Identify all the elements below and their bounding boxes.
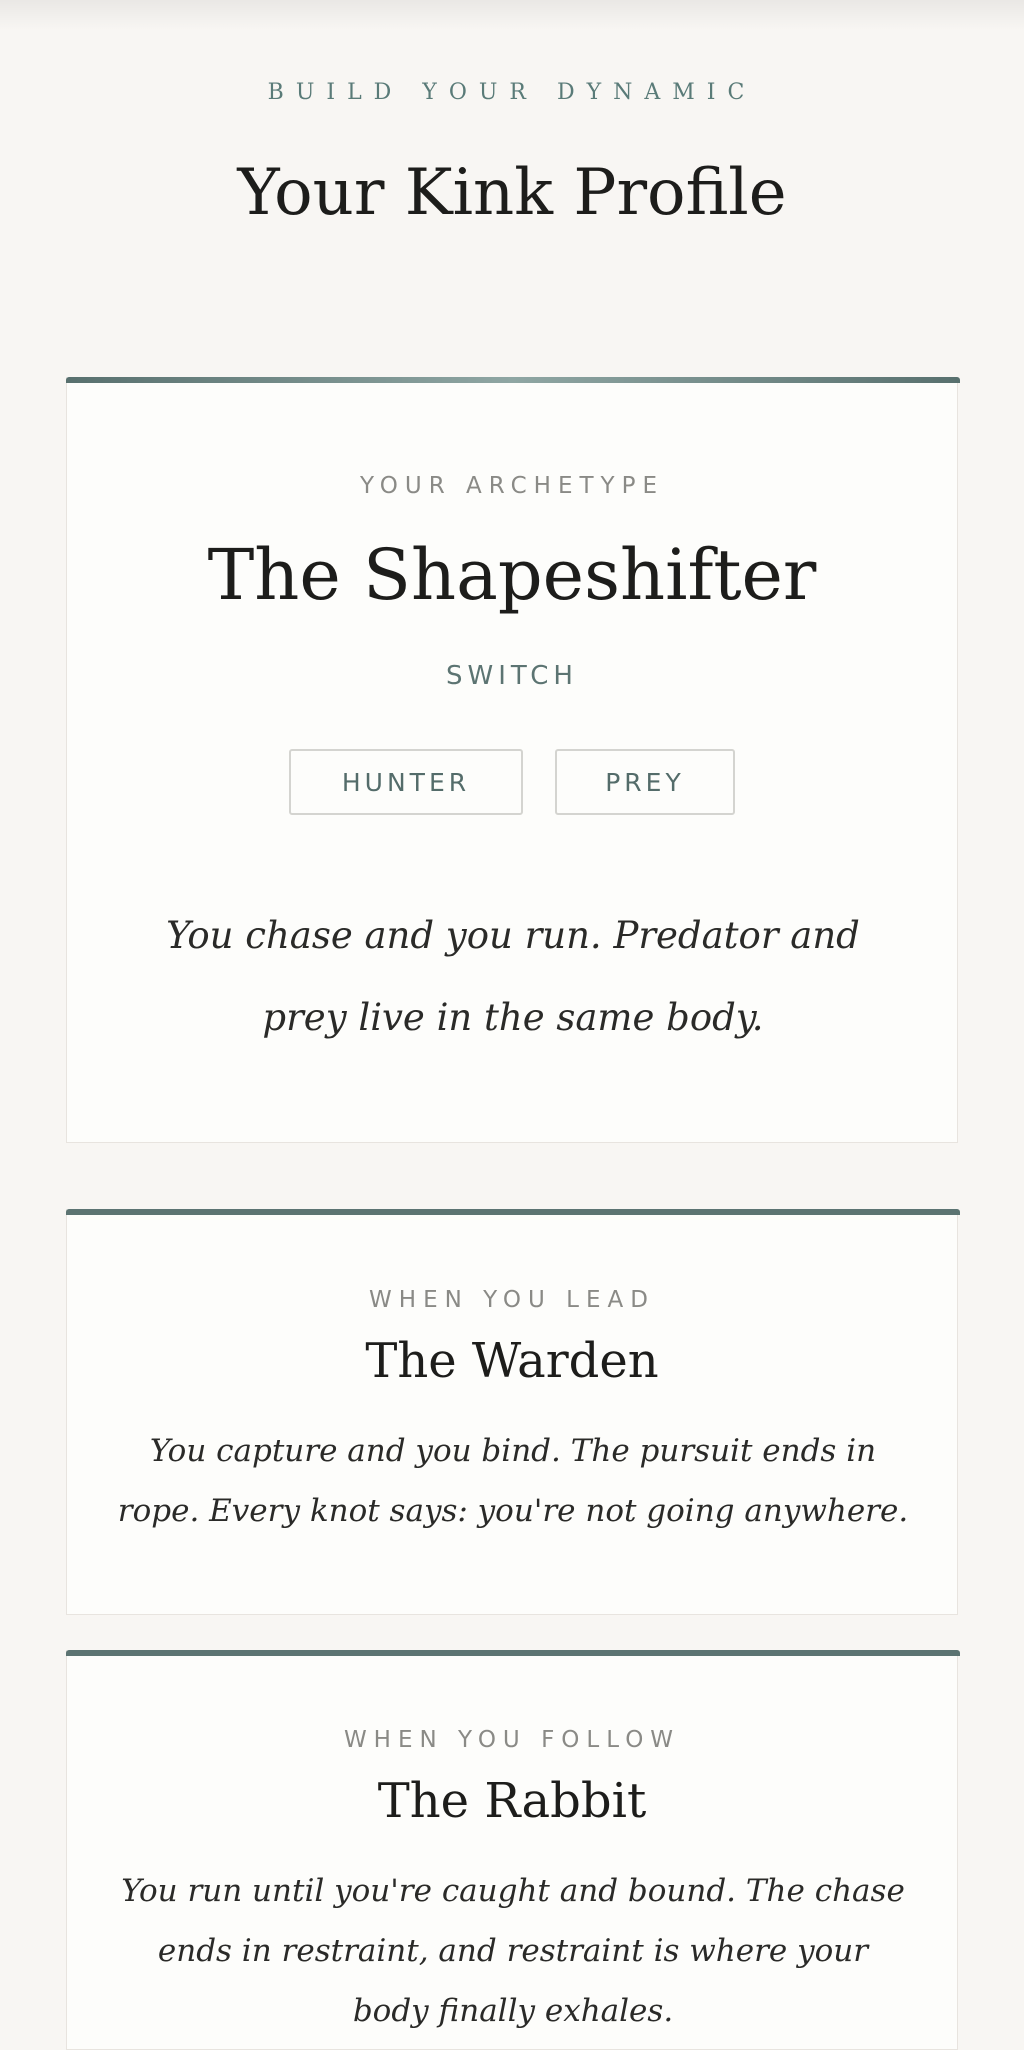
lead-card [66, 1209, 958, 1615]
archetype-tags [67, 749, 957, 815]
page-title: Your Kink Profile [237, 156, 787, 230]
archetype-role: SWITCH [446, 661, 578, 691]
follow-card [66, 1650, 958, 2050]
follow-label: WHEN YOU FOLLOW [343, 1727, 681, 1753]
tag-prey: PREY [555, 749, 735, 815]
archetype-name: The Shapeshifter [207, 534, 817, 616]
top-shadow [0, 0, 1024, 30]
page-eyebrow: BUILD YOUR DYNAMIC [267, 80, 757, 105]
lead-name: The Warden [365, 1333, 659, 1389]
follow-description: You run until you're caught and bound. The chase ends in restraint, and restraint is where your body finally exhales. [121, 1873, 905, 2029]
archetype-card [66, 377, 958, 1143]
card-accent-bar [66, 1209, 960, 1215]
archetype-label: YOUR ARCHETYPE [360, 473, 664, 499]
card-accent-bar [66, 1650, 960, 1656]
card-accent-bar [66, 377, 960, 383]
archetype-description: You chase and you run. Predator and prey live in the same body. [166, 914, 860, 1039]
lead-description: You capture and you bind. The pursuit ends in rope. Every knot says: you're not going anywhere. [117, 1433, 909, 1529]
lead-label: WHEN YOU LEAD [369, 1287, 655, 1313]
follow-name: The Rabbit [377, 1773, 647, 1829]
tag-hunter: HUNTER [289, 749, 523, 815]
